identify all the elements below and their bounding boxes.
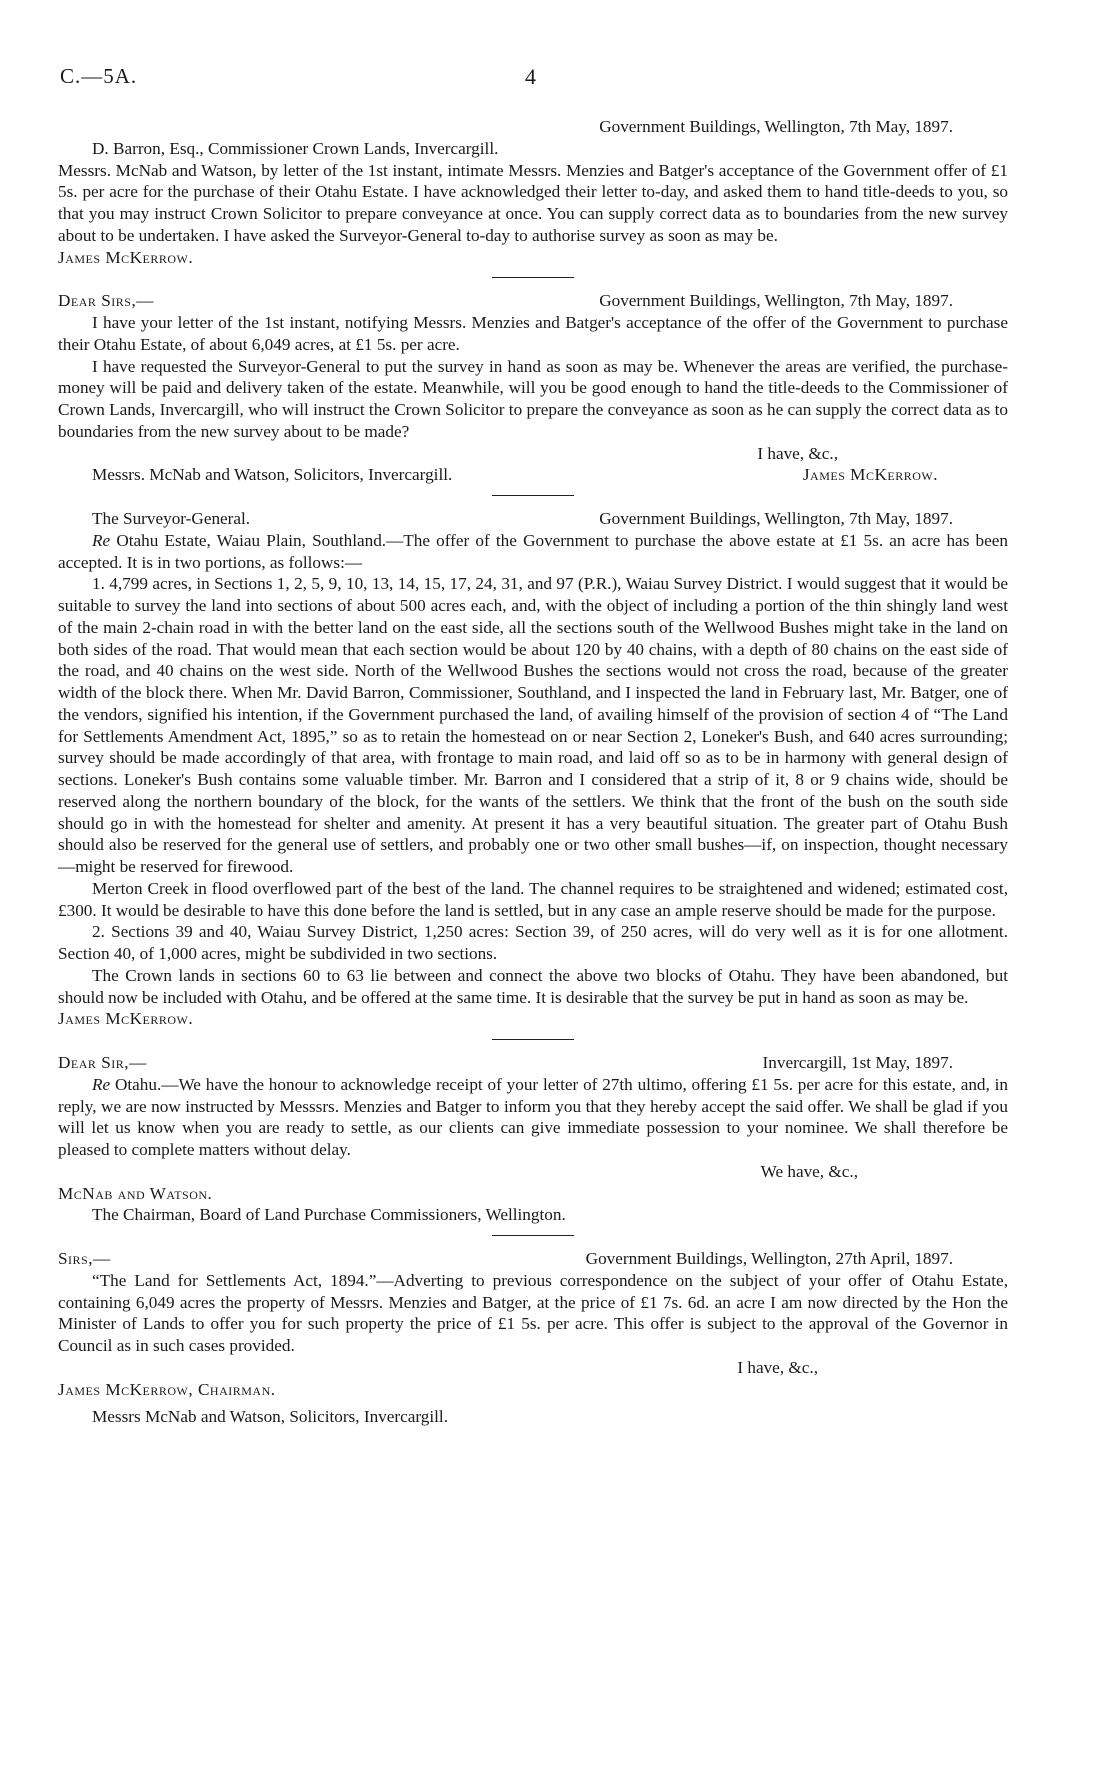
letter-4-body xyxy=(58,1074,1008,1161)
letter-3-signature: James McKerrow. xyxy=(58,1009,194,1029)
letter-4-closing: We have, &c., xyxy=(760,1161,858,1181)
letter-2-paragraph-1: I have your letter of the 1st instant, notifying Messrs. Menzies and Batger's acceptance of the offer of the Government to purchase their Otahu Estate, of about 6,049 acres, at £1 5s. per acre. xyxy=(58,313,1008,354)
letter-4-salutation: Dear Sir,— xyxy=(58,1053,147,1072)
letter-1 xyxy=(58,116,1008,268)
letter-5-closing: I have, &c., xyxy=(737,1357,818,1377)
letter-1-body: Messrs. McNab and Watson, by letter of the 1st instant, intimate Messrs. Menzies and Batger's acceptance of the Government offer of £1 5s. per acre for the purchase of their Otahu Estate. I have acknowledged their letter to-day, and asked them to hand title-deeds to you, so that you may instruct Crown Solicitor to prepare conveyance at once. You can supply correct data as to boundaries from the new survey about to be undertaken. I have asked the Surveyor-General to-day to authorise survey as soon as may be. xyxy=(58,160,1008,245)
letter-2-closing: I have, &c., xyxy=(757,443,838,463)
re-label: Re xyxy=(92,530,111,550)
letter-5 xyxy=(58,1248,1008,1428)
letter-4-dateline: Invercargill, 1st May, 1897. xyxy=(762,1053,953,1072)
letter-4 xyxy=(58,1052,1008,1226)
letter-5-salutation: Sirs,— xyxy=(58,1249,111,1268)
letter-4-addressee: The Chairman, Board of Land Purchase Commissioners, Wellington. xyxy=(92,1205,566,1225)
letter-4-signature: McNab and Watson. xyxy=(58,1183,213,1203)
letter-5-dateline: Government Buildings, Wellington, 27th April, 1897. xyxy=(585,1249,953,1268)
re-label: Re xyxy=(92,1074,111,1094)
letter-2-salutation: Dear Sirs,— xyxy=(58,291,154,311)
letter-5-signature: James McKerrow, Chairman. xyxy=(58,1379,276,1399)
section-divider xyxy=(492,277,574,278)
letter-3-paragraph-4: The Crown lands in sections 60 to 63 lie between and connect the above two blocks of Otahu. They have been abandoned, but should now be included with Otahu, and be offered at the same time. It is desirable that the survey be put in hand as soon as may be. xyxy=(58,965,1008,1007)
letter-5-addressee: Messrs McNab and Watson, Solicitors, Invercargill. xyxy=(92,1407,448,1427)
letter-3-paragraph-2: Merton Creek in flood overflowed part of the best of the land. The channel requires to be straightened and widened; estimated cost, £300. It would be desirable to have this done before the land is settled, but in any case an ample reserve should be made for the purpose. xyxy=(58,878,1008,920)
section-divider xyxy=(492,1039,574,1040)
letter-3-intro-text: Otahu Estate, Waiau Plain, Southland.—The offer of the Government to purchase the above estate at £1 5s. an acre has been accepted. It is in two portions, as follows:— xyxy=(58,530,1008,572)
page-number: 4 xyxy=(525,64,536,89)
section-divider xyxy=(492,1235,574,1236)
document-reference: C.—5A. xyxy=(60,64,138,88)
letter-1-dateline: Government Buildings, Wellington, 7th May, 1897. xyxy=(599,117,953,136)
letter-3-paragraph-3: 2. Sections 39 and 40, Waiau Survey District, 1,250 acres: Section 39, of 250 acres, will do very well as it is for one allotment. Section 40, of 1,000 acres, might be subdivided in two sections. xyxy=(58,922,1008,963)
section-divider xyxy=(492,495,574,496)
letter-4-body-text: Otahu.—We have the honour to acknowledge receipt of your letter of 27th ultimo, offering £1 5s. per acre for this estate, and, in reply, we are now instructed by Messsrs. Menzies and Batger to inform you that they hereby accept the said offer. We shall be glad if you will let us know when you are ready to settle, as our clients can give immediate possession to your nominee. We shall therefore be pleased to complete matters without delay. xyxy=(58,1074,1008,1159)
page-header xyxy=(60,64,1054,94)
letter-2-signature: James McKerrow. xyxy=(802,465,938,485)
letter-3-intro xyxy=(58,530,1008,574)
letter-3 xyxy=(58,508,1008,1030)
letter-2-paragraph-2: I have requested the Surveyor-General to put the survey in hand as soon as may be. Whenever the areas are verified, the purchase-money will be paid and delivery taken of the estate. Meanwhile, will you be good enough to hand the title-deeds to the Commissioner of Crown Lands, Invercargill, who will instruct the Crown Solicitor to prepare the conveyance as soon as he can supply the correct data as to boundaries from the new survey about to be made? xyxy=(58,356,1008,441)
letter-1-addressee: D. Barron, Esq., Commissioner Crown Lands, Invercargill. xyxy=(92,138,499,158)
letter-5-body: “The Land for Settlements Act, 1894.”—Adverting to previous correspondence on the subject of your offer of Otahu Estate, containing 6,049 acres the property of Messrs. Menzies and Batger, at the price of £1 7s. 6d. an acre I am now directed by the Hon the Minister of Lands to offer you for such property the price of £1 5s. per acre. This offer is subject to the approval of the Governor in Council as in such cases provided. xyxy=(58,1270,1008,1355)
letter-1-signature: James McKerrow. xyxy=(58,247,194,267)
letter-3-paragraph-1: 1. 4,799 acres, in Sections 1, 2, 5, 9, 10, 13, 14, 15, 17, 24, 31, and 97 (P.R.), Waiau Survey District. I would suggest that it would be suitable to survey the land into sections of about 500 acres each, and, with the object of including a portion of the thin shingly land west of the main 2-chain road in with the better land on the east side, all the sections south of the Wellwood Bushes might take in the land on both sides of the road. That would mean that each section would be about 120 by 40 chains, with a depth of 80 chains on the east side of the road, and 40 chains on the west side. North of the Wellwood Bushes the sections would not cross the road, because of the greater width of the block there. When Mr. David Barron, Commissioner, Southland, and I inspected the land in February last, Mr. Batger, one of the vendors, signified his intention, if the Government purchased the land, of availing himself of the provision of section 4 of “The Land for Settlements Amendment Act, 1895,” so as to retain the homestead on or near Section 2, Loneker's Bush, and 640 acres surrounding; survey should be made accordingly of that area, with frontage to main road, and laid off so as to be in harmony with general design of sections. Loneker's Bush contains some valuable timber. Mr. Barron and I considered that a strip of it, 8 or 9 chains wide, should be reserved along the northern boundary of the block, for the wants of the settlers. We think that the front of the bush on the south side should go in with the homestead for shelter and amenity. At present it has a very beautiful situation. The greater part of Otahu Bush should also be reserved for the general use of settlers, and probably one or two other small bushes—if, on inspection, thought necessary—might be reserved for firewood. xyxy=(58,574,1008,876)
letter-3-addressee: The Surveyor-General. xyxy=(92,509,251,528)
letter-2 xyxy=(58,290,1008,486)
letter-3-dateline: Government Buildings, Wellington, 7th May, 1897. xyxy=(599,509,953,528)
letter-2-dateline: Government Buildings, Wellington, 7th May, 1897. xyxy=(599,291,953,311)
letter-2-addressee: Messrs. McNab and Watson, Solicitors, Invercargill. xyxy=(92,465,453,485)
document-body xyxy=(58,116,1008,1428)
